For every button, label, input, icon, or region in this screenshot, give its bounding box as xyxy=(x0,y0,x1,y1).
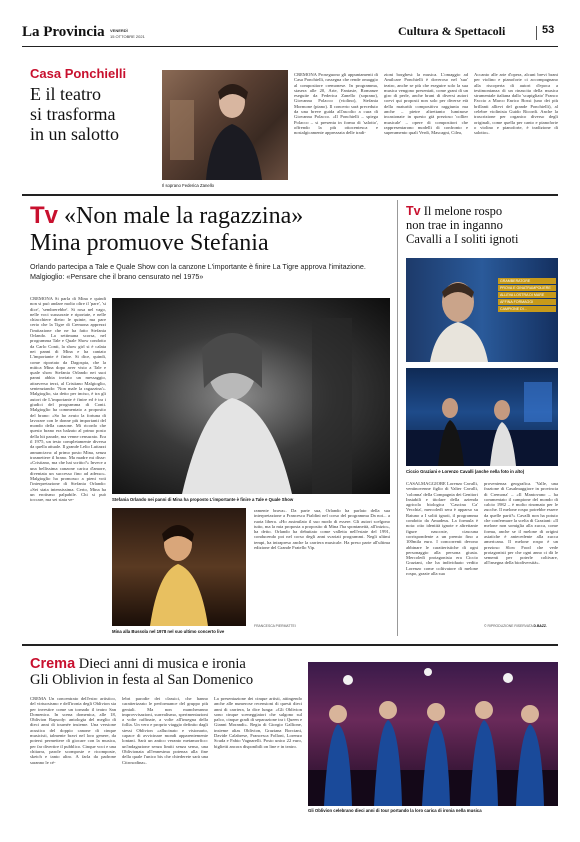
page-header xyxy=(22,22,558,50)
photo-oblivion xyxy=(308,662,558,806)
clue-item: PROVA E GINATRAMPOLIERE xyxy=(498,285,556,291)
header-rule xyxy=(22,46,558,47)
column-divider xyxy=(397,200,398,636)
article-oblivion xyxy=(22,648,558,820)
headline-casa-ponchielli xyxy=(30,84,160,144)
singer-figure-icon xyxy=(112,298,390,494)
mina-col1: CREMONA Si parla di Mina e quindi non si può andare molto oltre il 'pare', 'si dice', 'sembrerebbe'. Si rosa nel vago, nelle voci sussurrate e riportate, e nelle chiacchiere dietro le quinte, ma pare certo che la Tigre di Cremona apprezzi l'imitazione che ne ha fatto Stefania Orlando. La settimana scorsa, nel programma Tale e Quale Show condotto da Carlo Conti, la show girl si è calata nei panni di Mina e ha cantato L'importante è finire. Si dice, quindi, come riportato da Dagospia, che la mitica Mina dopo aver visto a Tale e quale show Stefania Orlando nei suoi panni abbia inviato un messaggio, attraverso terzi, al Cristiano Malgioglio, sentenziando: 'Non male la ragazzina'». Malgioglio, sia detto per inciso, è tra gli autori de L'importante è finire ed è tra i giudici del programma di Conti. Malgioglio ha commentato a proposito del brano: «So ho avuto la fortuna di lavorare con le donne più importanti del mondo della canzone. Mi ricordo che questo brano era balzato al primo posto della hit parade, ma venne censurato. Era il 1975, un testo completamente diversa da quella attuale. Il grande Lelio Luttazzi annunciava: al primo posto Mina, senza trasmettere il brano. Ma madre mi disse: «Cristiano, ma che hai scritto?» Invece a una bellissima canzone carica d'amore, diventata un successo fino ad adesso». Malgioglio ha promosso a pieni voti l'interpretazione di Stefania Orlando: «Sei stata intensissima. Certo, Mina ha un erotismo palpabile. Chi si può toccare, ma sei stata ve- xyxy=(30,296,106,503)
headline-line: E il teatro xyxy=(30,84,101,104)
headline-line-2: non trae in inganno xyxy=(406,218,503,232)
date-weekday: VENERDÌ xyxy=(110,28,128,33)
caption-oblivion: Gli Oblivion celebrano dieci anni di tour portando la loro carica di ironia nella musica xyxy=(308,808,482,813)
mina-col3: ramente brava». Da parte sua, Orlando ha parlato della sua interpretazione a Francesca Fialdini nel corso del programma Da noi... a ruota libera. «Ho assimilato il suo modo di essere. Gli autori scelgono tutto, ma la mia proposta a proposito di Mina l'ha spontaneità, all'inizio», ha detto. Orlando ha debuttato come valletta nell'estate del 1991, conducendo poi nel corso degli anni svariati programmi. Negli ultimi tempi, ha intrapreso anche la carriera musicale. Ha preso parte all'ultima edizione del Grande Fratello Vip. xyxy=(254,508,390,551)
section-rule xyxy=(22,644,558,646)
kicker-tv: Tv xyxy=(30,202,59,229)
casa-ponchielli-col3: Accanto alle arie d'opera, alcuni brevi brani per violino e pianoforte ci accompagnano alla riscoperta di autori d'epoca a testimonianza di un rinascita della musica strumentale italiana dallo 'scapigliato' Franco Faccio a Marco Enrico Bossi (uno dei più brillanti allievi del grande Ponchielli), al celebre violinista Guido Ricordi. Anche la trascrizione per organico diverso degli originali, come quella per canto e pianoforte o violino e pianoforte, è tradizione di salotto». xyxy=(474,72,558,136)
headline-line: si trasforma xyxy=(30,104,116,124)
headline-line-1 xyxy=(30,656,330,672)
page-divider xyxy=(536,26,537,40)
caption-mina-bussola: Mina alla Bussola nel 1978 nel suo ultimo concerto live xyxy=(112,629,225,634)
headline-line: in un salotto xyxy=(30,124,119,144)
clue-item: GRAMBERATORE xyxy=(498,278,556,284)
headline-oblivion xyxy=(30,656,330,688)
date: 15 OTTOBRE 2021 xyxy=(110,34,145,39)
clue-item: AFFINA FORMAGGI xyxy=(498,299,556,305)
oblivion-col3: La presentazione dei cinque artisti, attingendo anche alle numerose recensioni di questi dieci anni di carriera, la dice lunga: «Gli Oblivion sono cinque sceneggiatori che salgono sul palco, cinque gradi di separazione tra i Queen e Gianni Morandi». Regia di Giorgio Gallione, insieme alias Oblivion, Graziana Borciani, Davide Calabrese, Francesca Folloni, Lorenzo Scuda e Fabio Vagnarelli. Posto unico 22 euro, biglietti ancora disponibili on line e in teatro. xyxy=(214,696,302,749)
headline-line-2: Mina promuove Stefania xyxy=(30,230,269,256)
standfirst-mina: Orlando partecipa a Tale e Quale Show con la canzone L'importante è finire La Tigre approva l'imitazione. Malgioglio: «Pensare che il brano censurato nel 1975» xyxy=(30,262,366,281)
signature-prefix: © RIPRODUZIONE RISERVATA xyxy=(484,624,533,628)
section-rule xyxy=(22,194,558,196)
signature-author: D.BAZZ. xyxy=(533,624,547,628)
melone-col2: provenienza geografica. 'Valle, una frazione di Casalmaggiore in provincia di Cremona' – «Il Mantovano – ha commentato il campione del mondo di calcio 1982 – è molto rinomato per le zucche. Il melone rospo potrebbe essere da quelle parti?» Cavalli non ha potuto che confermare la scelta di Graziani: «Il melone non somiglia alla zucca, come forma, anche se il melone di origini asiatiche è antecedente alla zucca americana. Il melone rospo è un prezioso Slow Food che vede protagonisti per che ogni anno ci dà le sementi per poterle coltivare, all'insegna della biodiversità». xyxy=(484,481,558,566)
caption-melone: Ciccio Graziani e Lorenzo Cavalli (anche nella foto in alto) xyxy=(406,469,525,474)
photo-stefania-orlando xyxy=(112,298,390,494)
kicker-crema: Crema xyxy=(30,656,76,672)
article-mina xyxy=(22,198,394,640)
caption-stefania-orlando: Stefania Orlando nei panni di Mina ha proposto L'importante è finire a Tale e Quale Show xyxy=(112,497,294,502)
article-casa-ponchielli xyxy=(22,56,558,190)
headline-line-1 xyxy=(30,202,394,230)
headline-text: «Non male la ragazzina» xyxy=(64,203,304,229)
kicker-tv: Tv xyxy=(406,204,421,218)
melone-col1: CASALMAGGIORE Lorenzo Cavalli, ventinovenne figlio di Valter Cavalli, 'colonna' della Compagnia dei Genitori Instabili e titolare della azienda agricola biologica 'Cascina Ca' Vecchia', mercoledì sera è apparso su Raiuno a I soliti ignoti, il programma condotto da Amadeus. La formula è nota: otto identità ignote e altrettante figure nascoste, ciascuna corrispondente a un premio fino a 100mila euro. I concorrenti devono abbinare le caratteristiche di ogni personaggio alla persona giusta. Mercoledì protagonista era Ciccio Graziani, che ha individuato vedito Lorenzo come coltivatore di melone rospo, grazie alla sua xyxy=(406,481,478,577)
headline-line-1 xyxy=(406,204,558,218)
photo-mina-bussola xyxy=(112,508,246,626)
page-number: 53 xyxy=(542,24,555,36)
headline-melone xyxy=(406,204,558,246)
clue-item: CAMPIONE DI... xyxy=(498,306,556,312)
clue-board xyxy=(498,278,556,312)
oblivion-col2: lebri parodie dei classici, che hanno caratterizzato le performance del gruppo più geniali. Ma non mancheranno improvvisazioni, surrealismo, sperimentazioni a volte raffinate, a volte all'insegna della follia. Un vero e proprio viaggio definito dagli stessi Oblivion «allucinato e visionario, capace di avvicinare mondi apparentemente lontani. Sarà un antico veranto metamorfico: un'indagazione senza limiti senza senso, una Oblivionata all'ennesima potenza alla fine della quale l'unico bis che chiederete sarà una Citrosodina». xyxy=(122,696,208,765)
studio-figures-icon xyxy=(406,368,558,466)
signature-melone xyxy=(484,624,547,628)
photo-lorenzo-cavalli xyxy=(406,258,558,362)
band-figures-icon xyxy=(308,662,558,806)
section-title: Cultura & Spettacoli xyxy=(398,24,506,38)
soprano-figure-icon xyxy=(162,70,288,180)
photo-soprano xyxy=(162,70,288,180)
photo-studio-graziani xyxy=(406,368,558,466)
headline-text: Dieci anni di musica e ironia xyxy=(78,656,246,672)
caption-soprano: Il soprano Federica Zanello xyxy=(162,183,215,188)
headline-mina xyxy=(30,202,394,257)
clue-item: ALLEVA LOSTRA DI MARE xyxy=(498,292,556,298)
mina-figure-icon xyxy=(112,508,246,626)
article-melone xyxy=(400,198,558,640)
casa-ponchielli-col2: zioni borghesi: la musica. L'omaggio ad Amilcare Ponchielli è doveroso nel 'suo' teatro, anche se più che eseguire solo la sua musica vengono presentati, come grani di un giro di perle, anche brani di diversi autori coevi qui proposti non solo per diverse età della maturità compositiva raggiunta ma anche – pietre altrettanto luminose incastonate in questo già prezioso 'collier musicale' – opere di compositori che rappresentarono modelli di confronto e superamento quali Verdi, Mascagni, Cilea, xyxy=(384,72,468,136)
headline-line-3: Cavalli a I soliti ignoti xyxy=(406,232,519,246)
oblivion-col1: CREMA Un concentrato dell'estro artistico, del virtuosismo e dell'ironia degli Oblivion sta per investire come un tornado il teatro San Domenico. In scena domenica, alle 18, Oblivion Rapsody: antologia del meglio di dieci anni di tournée insieme. Una versione acustica del doppio canone di cinque musicisti, talmente bravi nel loro genere, da potersi permettere di giocare con la musica, per far divertire il pubblico. Cinque voci e una chitarra, parole scomposte e ricomposte, sketch e tanto altro. A farla da padrone saranno le cé- xyxy=(30,696,116,765)
signature-mina: FRANCESCA PIERMATTEI xyxy=(254,624,296,628)
masthead-logo: La Provincia xyxy=(22,24,105,40)
headline-line-2: Gli Oblivion in festa al San Domenico xyxy=(30,672,254,688)
casa-ponchielli-col1: CREMONA Proseguono gli appuntamenti di Casa Ponchielli, rassegna che rende omaggio al compositore cremonese. In programma, stasera alle 20, Arie, Fantasie, Romanze eseguite da Federica Zanello (soprano), Giovanna Polacco (violino), Stefania Mormone (piano). Il concerto sarà preceduto da una breve guida all'ascolto a cura di Giovanna Polacco. «Il Ponchielli – spiega Polacco – si presenta in forma di 'salotto', offrendo la più ottocentesca e nostalgicamente apprezzata delle tradi- xyxy=(294,72,378,136)
headline-text: Il melone rospo xyxy=(423,204,503,218)
kicker-casa-ponchielli: Casa Ponchielli xyxy=(30,66,127,81)
